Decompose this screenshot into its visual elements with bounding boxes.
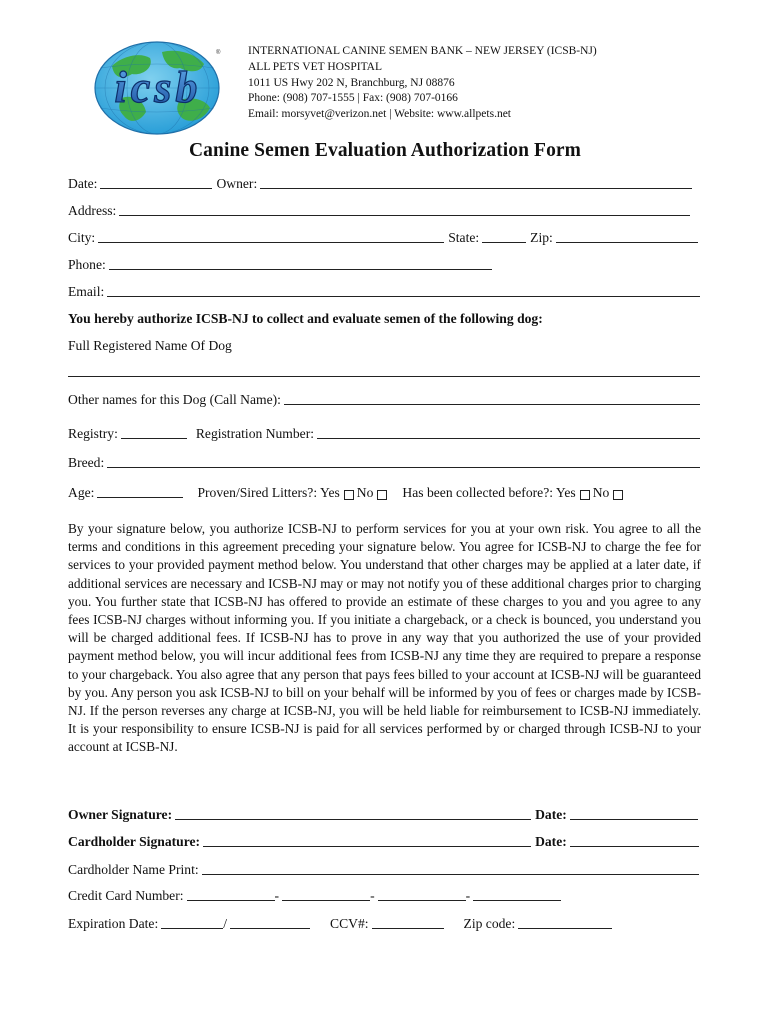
ccv-label: CCV#:	[330, 916, 369, 931]
cardholder-signature-row	[68, 830, 699, 850]
owner-signature-field[interactable]	[175, 807, 531, 820]
cardholder-signature-date-field[interactable]	[570, 834, 699, 847]
agreement-paragraph: By your signature below, you authorize ICSB-NJ to perform services for you at your own risk. You agree to all the terms and conditions in this agreement preceding your signature below. You agree for ICSB-NJ to charge the fee for services to your provided payment method below. You understand that other charges may be applied at a later date, if additional services are necessary and ICSB-NJ may or may not notify you of these additional charges prior to charging you. You further state that ICSB-NJ has offered to provide an estimate of these charges to you and you agree to any fees ICSB-NJ charges without informing you. If you initiate a chargeback, or a check is bounced, you understand you will be charged additional fees. If ICSB-NJ has to prove in any way that you authorized the use of your provided payment method below, you will incur additional fees from ICSB-NJ any time they are required to prepare a response to your chargeback. You also agree that any person that pays fees billed to your account at ICSB-NJ will be guaranteed by you. Any person you ask ICSB-NJ to bill on your behalf will be informed by you of fees or charges made by ICSB-NJ. If the person reverses any charge at ICSB-NJ, you will be held liable for reimbursement to ICSB-NJ immediately. It is your responsibility to ensure ICSB-NJ is paid for all services performed by or charged through ICSB-NJ to your account at ICSB-NJ.	[68, 521, 701, 755]
date-label: Date:	[68, 176, 98, 191]
expiration-row	[68, 912, 668, 932]
header-contact-block	[248, 44, 597, 123]
expiration-slash: /	[223, 916, 227, 931]
city-label: City:	[68, 230, 96, 245]
owner-signature-date-field[interactable]	[570, 807, 698, 820]
full-name-label: Full Registered Name Of Dog	[68, 338, 232, 353]
age-field[interactable]	[97, 485, 183, 498]
hospital-name: ALL PETS VET HOSPITAL	[248, 60, 382, 73]
breed-label: Breed:	[68, 455, 105, 470]
age-row	[68, 481, 700, 501]
phone-label: Phone:	[68, 257, 106, 272]
expiration-month-field[interactable]	[161, 916, 223, 929]
email-row	[68, 280, 700, 300]
phone-row	[68, 253, 492, 273]
card-dash-1: -	[274, 888, 280, 903]
email-website: Email: morsyvet@verizon.net | Website: www.allpets.net	[248, 108, 511, 121]
expiration-year-field[interactable]	[230, 916, 310, 929]
zip-label: Zip:	[530, 230, 553, 245]
city-field[interactable]	[98, 230, 444, 243]
svg-text:®: ®	[216, 50, 221, 56]
state-label: State:	[448, 230, 480, 245]
authorize-heading: You hereby authorize ICSB-NJ to collect and evaluate semen of the following dog:	[68, 311, 543, 326]
credit-card-row	[68, 884, 588, 904]
address-label: Address:	[68, 203, 117, 218]
age-label: Age:	[68, 485, 95, 500]
logo-text: icsb	[114, 63, 202, 112]
card-zip-field[interactable]	[518, 916, 612, 929]
collected-label: Has been collected before?: Yes	[402, 485, 576, 500]
other-names-label: Other names for this Dog (Call Name):	[68, 392, 281, 407]
street-address: 1011 US Hwy 202 N, Branchburg, NJ 08876	[248, 76, 455, 89]
zip-field[interactable]	[556, 230, 698, 243]
address-row	[68, 199, 690, 219]
owner-signature-label: Owner Signature:	[68, 807, 173, 822]
ccv-field[interactable]	[372, 916, 444, 929]
cardholder-signature-field[interactable]	[203, 834, 531, 847]
card-number-part-3[interactable]	[378, 888, 466, 901]
proven-label: Proven/Sired Litters?: Yes	[197, 485, 340, 500]
collected-no-checkbox[interactable]	[613, 490, 623, 500]
cardholder-signature-label: Cardholder Signature:	[68, 834, 201, 849]
state-field[interactable]	[482, 230, 526, 243]
registry-label: Registry:	[68, 426, 118, 441]
card-dash-2: -	[370, 888, 375, 903]
registration-number-label: Registration Number:	[195, 426, 315, 441]
cardholder-name-field[interactable]	[202, 862, 699, 875]
expiration-label: Expiration Date:	[68, 916, 159, 931]
cardholder-signature-date-label: Date:	[535, 834, 567, 849]
date-owner-row	[68, 172, 692, 192]
date-field[interactable]	[100, 176, 212, 189]
proven-group	[197, 485, 390, 501]
city-state-zip-row	[68, 226, 698, 246]
proven-no-label: No	[356, 485, 374, 500]
card-zip-label: Zip code:	[463, 916, 516, 931]
collected-group	[402, 485, 626, 501]
other-names-field[interactable]	[284, 392, 700, 405]
cardholder-name-label: Cardholder Name Print:	[68, 862, 199, 877]
phone-fax: Phone: (908) 707-1555 | Fax: (908) 707-0166	[248, 92, 458, 105]
proven-no-checkbox[interactable]	[377, 490, 387, 500]
collected-yes-checkbox[interactable]	[580, 490, 590, 500]
full-name-label-row	[68, 334, 700, 354]
card-number-part-2[interactable]	[282, 888, 370, 901]
credit-card-label: Credit Card Number:	[68, 888, 184, 903]
owner-label: Owner:	[216, 176, 258, 191]
card-number-part-4[interactable]	[473, 888, 561, 901]
email-label: Email:	[68, 284, 105, 299]
registry-field[interactable]	[121, 426, 187, 439]
breed-field[interactable]	[107, 455, 700, 468]
full-name-field[interactable]	[68, 376, 700, 377]
collected-no-label: No	[592, 485, 610, 500]
proven-yes-checkbox[interactable]	[344, 490, 354, 500]
owner-field[interactable]	[260, 176, 692, 189]
email-field[interactable]	[107, 284, 700, 297]
icsb-globe-logo	[92, 38, 226, 138]
owner-signature-row	[68, 803, 698, 823]
cardholder-name-row	[68, 858, 699, 878]
other-names-row	[68, 388, 700, 408]
card-dash-3: -	[465, 888, 471, 903]
org-name: INTERNATIONAL CANINE SEMEN BANK – NEW JERSEY (ICSB-NJ)	[248, 45, 597, 57]
owner-signature-date-label: Date:	[535, 807, 567, 822]
form-title: Canine Semen Evaluation Authorization Form	[188, 140, 582, 161]
address-field[interactable]	[119, 203, 690, 216]
phone-field[interactable]	[109, 257, 492, 270]
registry-row	[68, 422, 700, 442]
card-number-part-1[interactable]	[187, 888, 275, 901]
registration-number-field[interactable]	[317, 426, 700, 439]
breed-row	[68, 451, 700, 471]
